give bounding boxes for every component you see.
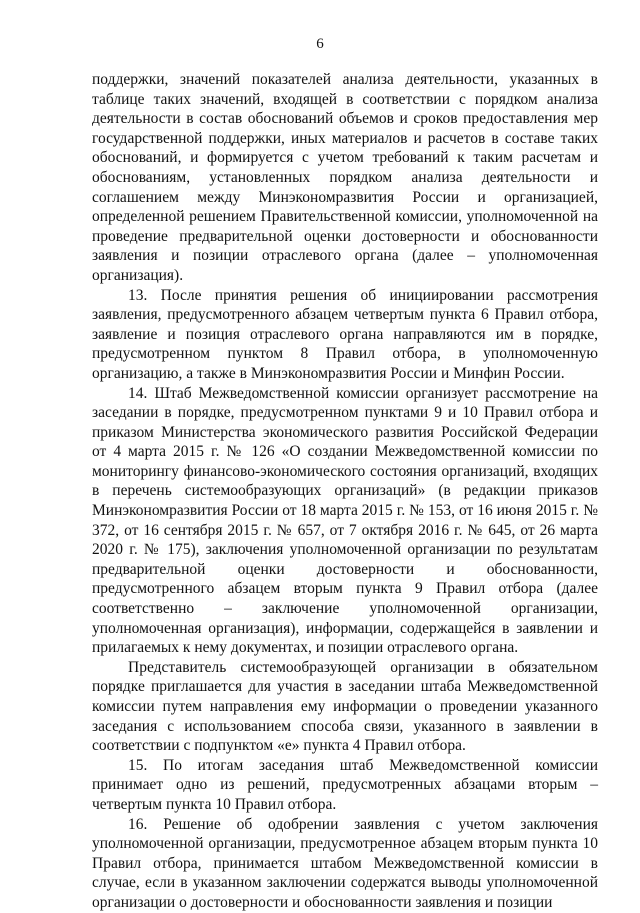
paragraph-item-13: 13. После принятия решения об инициировании рассмотрения заявления, предусмотренного абзацем четвертым пункта 6 Правил отбора, заявление и позиция отраслевого органа направляются им в порядке, предусмотренном пунктом 8 Правил отбора, в уполномоченную организацию, а также в Минэкономразвития России и Минфин России. [92,286,598,382]
paragraph-continuation: поддержки, значений показателей анализа деятельности, указанных в таблице таких значений, входящей в соответствии с порядком анализа деятельности в состав обоснований объемов и сроков предоставления мер государственной поддержки, иных материалов и расчетов в составе таких обоснований, и формируется с учетом требований к таким расчетам и обоснованиям, установленных порядком анализа деятельности и соглашением между Минэкономразвития России и организацией, определенной решением Правительственной комиссии, уполномоченной на проведение предварительной оценки достоверности и обоснованности заявления и позиции отраслевого органа (далее – уполномоченная организация). [92,71,598,284]
paragraph-item-15: 15. По итогам заседания штаб Межведомственной комиссии принимает одно из решений, предусмотренных абзацами вторым – четвертым пункта 10 Правил отбора. [92,756,598,813]
page-number: 6 [316,36,324,52]
paragraph-item-16: 16. Решение об одобрении заявления с учетом заключения уполномоченной организации, предусмотренное абзацем вторым пункта 10 Правил отбора, принимается штабом Межведомственной комиссии в случае, если в указанном заключении содержатся выводы уполномоченной организации о достоверности и обоснованности заявления и позиции [92,815,598,911]
paragraph-item-14: 14. Штаб Межведомственной комиссии организует рассмотрение на заседании в порядке, предусмотренном пунктами 9 и 10 Правил отбора и приказом Министерства экономического развития Российской Федерации от 4 марта 2015 г. № 126 «О создании Межведомственной комиссии по мониторингу финансово-экономического состояния организаций, входящих в перечень системообразующих организаций» (в редакции приказов Минэкономразвития России от 18 марта 2015 г. № 153, от 16 июня 2015 г. № 372, от 16 сентября 2015 г. № 657, от 7 октября 2016 г. № 645, от 26 марта 2020 г. № 175), заключения уполномоченной организации по результатам предварительной оценки достоверности и обоснованности, предусмотренного абзацем вторым пункта 9 Правил отбора (далее соответственно – заключение уполномоченной организации, уполномоченная организация), информации, содержащейся в заявлении и прилагаемых к нему документах, и позиции отраслевого органа. [92,384,598,657]
document-body [92,70,598,913]
paragraph-representative: Представитель системообразующей организации в обязательном порядке приглашается для участия в заседании штаба Межведомственной комиссии путем направления ему информации о проведении указанного заседания с использованием способа связи, указанного в заявлении в соответствии с подпунктом «е» пункта 4 Правил отбора. [92,658,598,755]
